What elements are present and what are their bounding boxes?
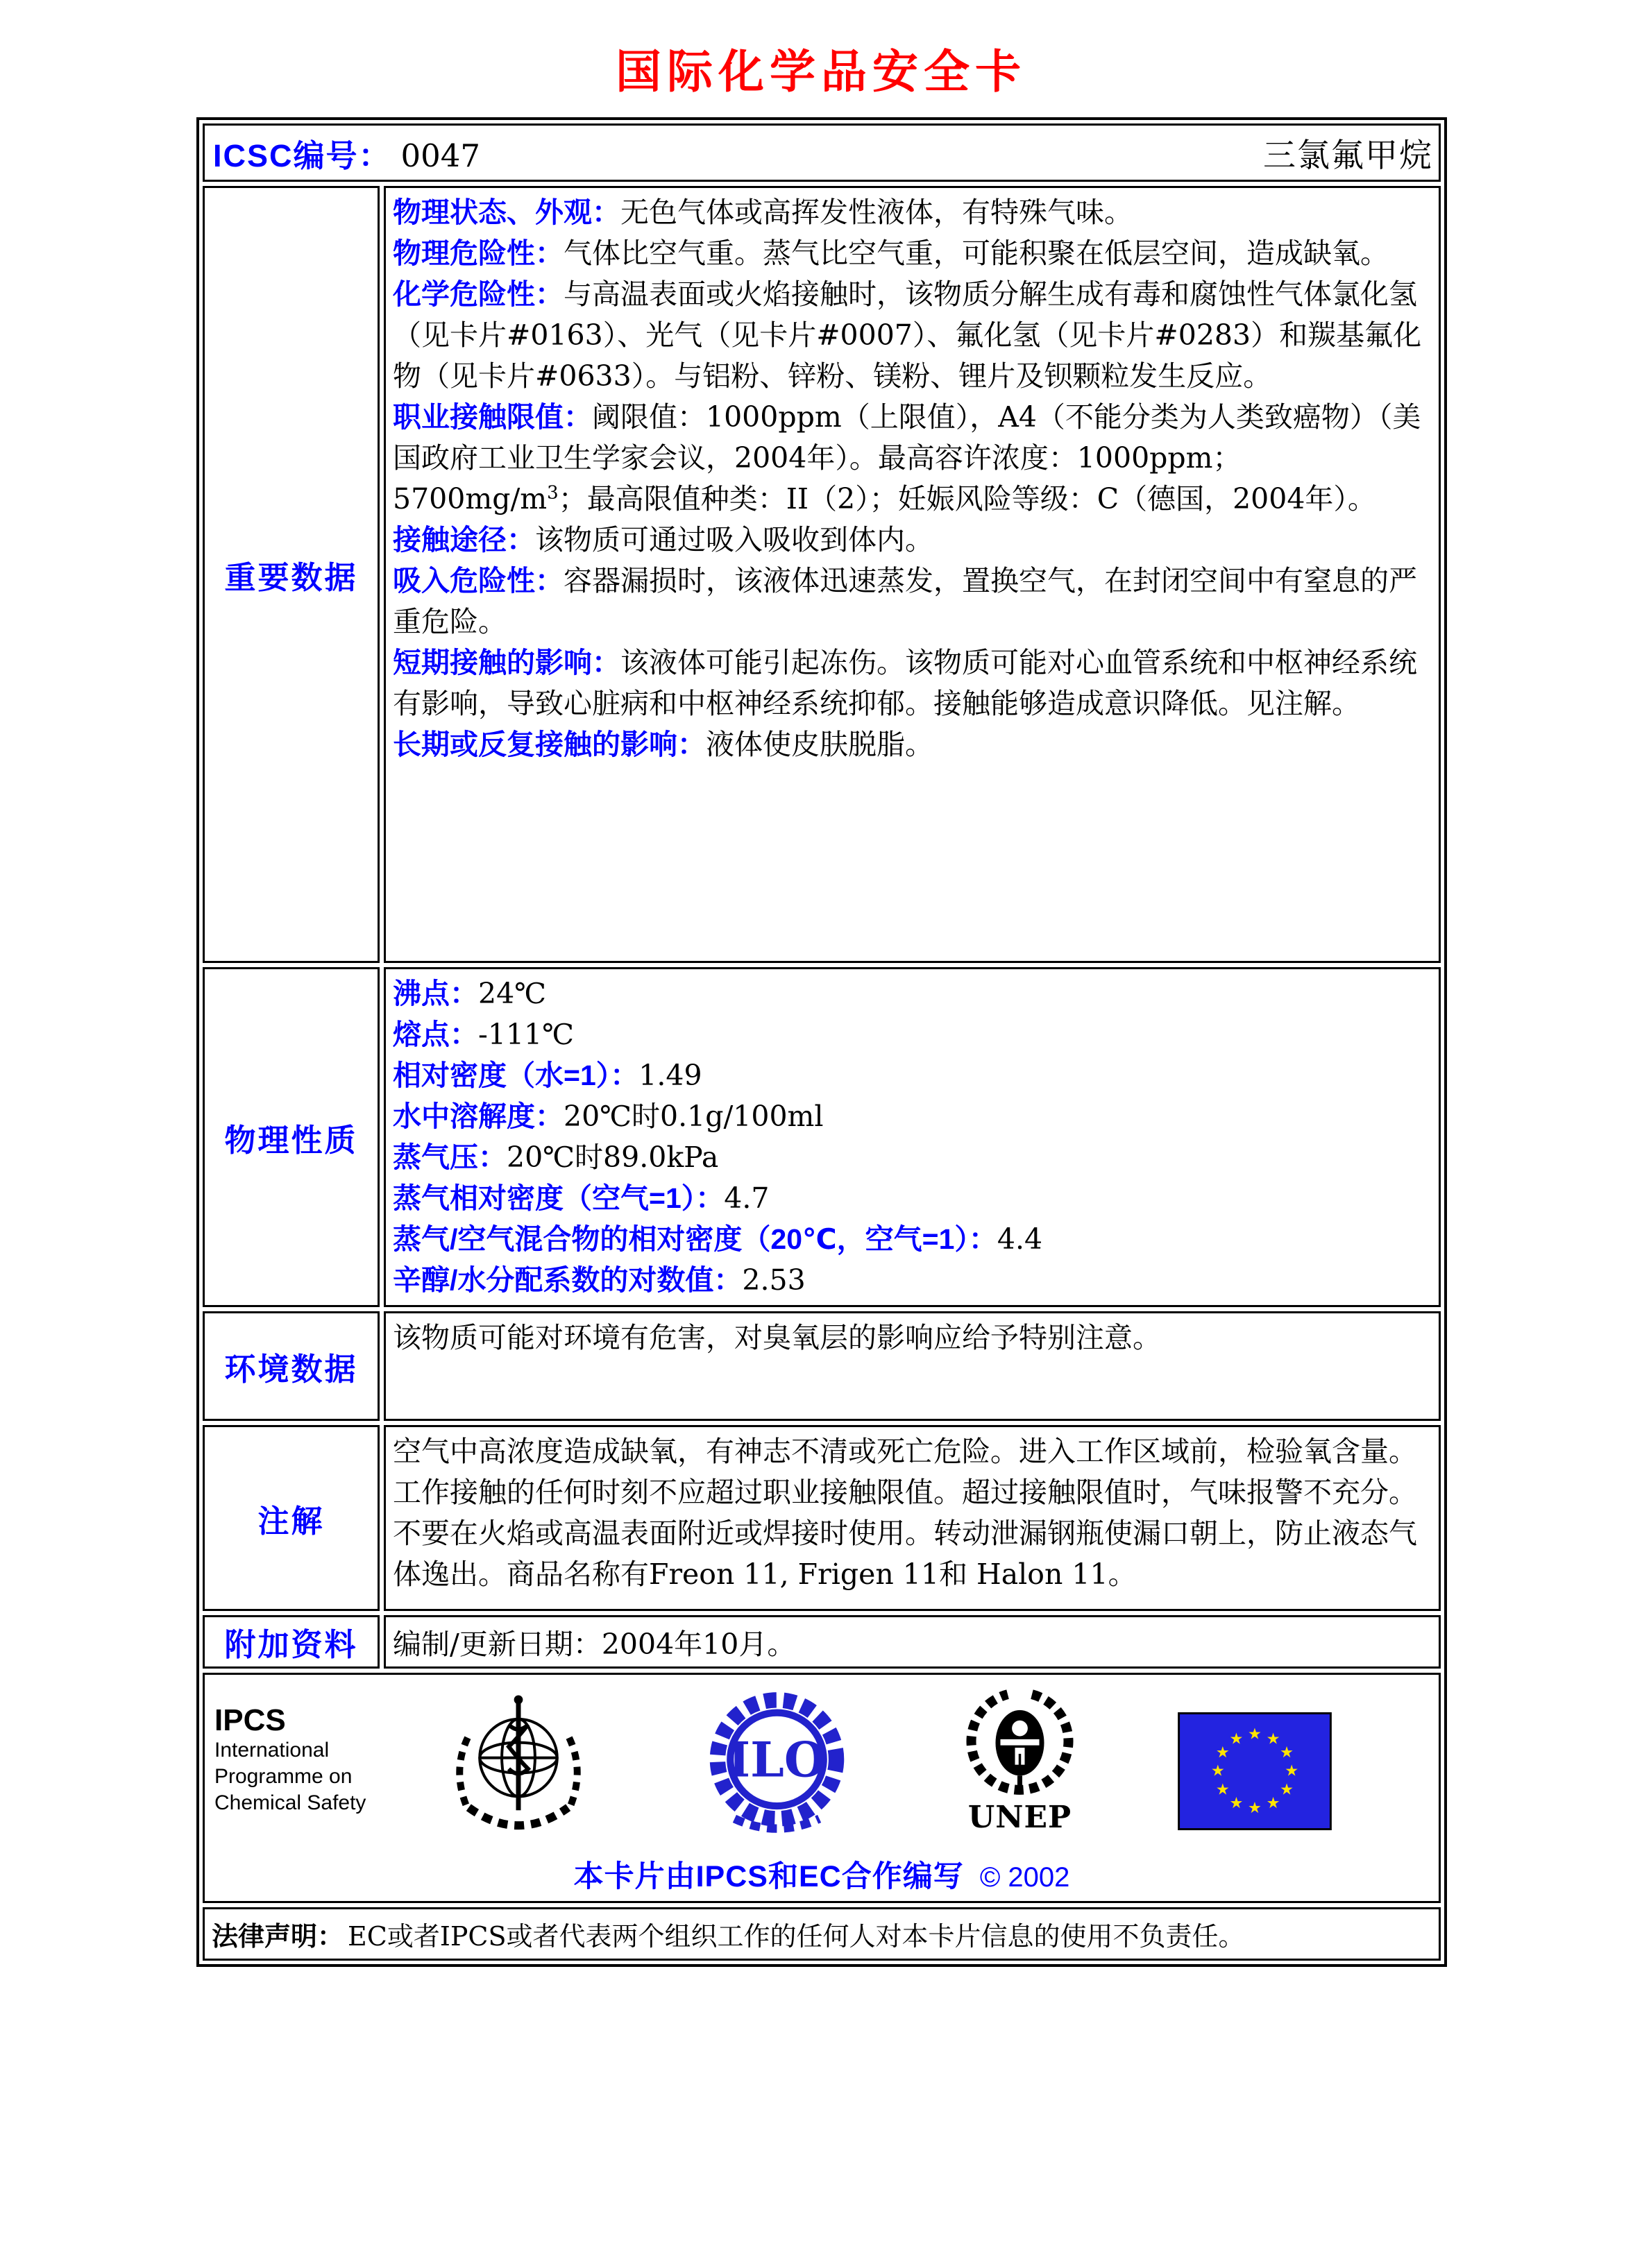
update-date-text: 编制/更新日期：2004年10月。 <box>393 1628 796 1661</box>
section-label: 注解 <box>257 1503 325 1539</box>
field-water-solubility: 水中溶解度：20℃时0.1g/100ml <box>393 1100 824 1133</box>
svg-text:ILO: ILO <box>727 1732 827 1789</box>
field-relative-density: 相对密度（水=1）：1.49 <box>393 1059 702 1092</box>
notes-content <box>384 1425 1441 1611</box>
icsc-number <box>213 130 480 176</box>
svg-text:★: ★ <box>1266 1793 1280 1812</box>
icsc-number-value: 0047 <box>400 137 481 174</box>
svg-text:★: ★ <box>1229 1730 1244 1748</box>
svg-text:★: ★ <box>1280 1780 1294 1799</box>
unep-logo-icon <box>959 1685 1081 1802</box>
section-notes <box>203 1425 1441 1611</box>
field-long-term-effects: 长期或反复接触的影响：液体使皮肤脱脂。 <box>393 728 933 761</box>
svg-text:★: ★ <box>1215 1743 1230 1762</box>
ipcs-title: IPCS <box>214 1703 286 1737</box>
section-additional-info <box>203 1615 1441 1669</box>
legal-text: EC或者IPCS或者代表两个组织工作的任何人对本卡片信息的使用不负责任。 <box>348 1921 1245 1952</box>
field-vapor-relative-density: 蒸气相对密度（空气=1）：4.7 <box>393 1182 770 1215</box>
copyright-text: © 2002 <box>979 1862 1070 1893</box>
section-label: 环境数据 <box>224 1351 358 1387</box>
field-occupational-limits: 职业接触限值：阈限值：1000ppm（上限值），A4（不能分类为人类致癌物）（美国政府工业卫生学家会议，2004年）。最高容许浓度：1000ppm；$5700mg/m^3$；最高限值种类：II（2）；妊娠风险等级：C（德国，2004年）。 <box>393 400 1421 515</box>
svg-text:★: ★ <box>1266 1730 1280 1748</box>
notes-label-cell <box>203 1425 380 1611</box>
footer-row <box>203 1673 1441 1903</box>
ipcs-subtitle-line3: Chemical Safety <box>214 1791 366 1814</box>
field-chemical-danger: 化学危险性：与高温表面或火焰接触时，该物质分解生成有毒和腐蚀性气体氯化氢（见卡片#0163）、光气（见卡片#0007）、氟化氢（见卡片#0283）和羰基氟化物（见卡片#0633）。与铝粉、锌粉、镁粉、锂片及钡颗粒发生反应。 <box>393 278 1422 393</box>
environmental-data-label-cell <box>203 1311 380 1421</box>
svg-text:★: ★ <box>1248 1725 1262 1743</box>
legal-label: 法律声明： <box>212 1922 344 1952</box>
field-physical-danger: 物理危险性：气体比空气重。蒸气比空气重，可能积聚在低层空间，造成缺氧。 <box>393 237 1389 270</box>
ipcs-subtitle-line1: International <box>214 1739 330 1762</box>
field-octanol-water-coefficient: 辛醇/水分配系数的对数值：2.53 <box>393 1263 806 1297</box>
field-inhalation-risk: 吸入危险性：容器漏损时，该液体迅速蒸发，置换空气，在封闭空间中有窒息的严重危险。 <box>393 564 1417 638</box>
environmental-data-content <box>384 1311 1441 1421</box>
logos-row <box>214 1685 1429 1852</box>
legal-row <box>203 1907 1441 1961</box>
ipcs-block <box>214 1685 400 1816</box>
field-melting-point: 熔点：-111℃ <box>393 1018 574 1051</box>
svg-text:★: ★ <box>1215 1780 1230 1799</box>
field-boiling-point: 沸点：24℃ <box>393 977 547 1010</box>
field-physical-state: 物理状态、外观：无色气体或高挥发性液体，有特殊气味。 <box>393 196 1133 229</box>
field-vapor-pressure: 蒸气压：20℃时89.0kPa <box>393 1141 719 1174</box>
section-environmental-data <box>203 1311 1441 1421</box>
notes-text: 空气中高浓度造成缺氧，有神志不清或死亡危险。进入工作区域前，检验氧含量。工作接触的任何时刻不应超过职业接触限值。超过接触限值时，气味报警不充分。不要在火焰或高温表面附近或焊接时使用。转动泄漏钢瓶使漏口朝上，防止液态气体逸出。商品名称有Freon 11, Frigen 11和 Halon 11。 <box>393 1435 1417 1591</box>
section-physical-properties <box>203 967 1441 1307</box>
credit-line <box>214 1853 1429 1895</box>
unep-block <box>959 1685 1081 1835</box>
important-data-label-cell <box>203 186 380 963</box>
svg-text:★: ★ <box>1210 1762 1225 1780</box>
environmental-text: 该物质可能对环境有危害，对臭氧层的影响应给予特别注意。 <box>393 1321 1161 1354</box>
who-logo-icon <box>449 1689 588 1852</box>
physical-properties-label-cell <box>203 967 380 1307</box>
page-title: 国际化学品安全卡 <box>616 44 1026 99</box>
physical-properties-content <box>384 967 1441 1307</box>
credit-text: 本卡片由IPCS和EC合作编写 <box>573 1860 964 1893</box>
unep-label: UNEP <box>967 1800 1072 1835</box>
section-label: 附加资料 <box>224 1627 358 1662</box>
field-short-term-effects: 短期接触的影响：该液体可能引起冻伤。该物质可能对心血管系统和中枢神经系统有影响，导致心脏病和中枢神经系统抑郁。接触能够造成意识降低。见注解。 <box>393 646 1417 720</box>
field-exposure-routes: 接触途径：该物质可通过吸入吸收到体内。 <box>393 523 933 556</box>
svg-text:★: ★ <box>1248 1798 1262 1817</box>
header-row <box>203 123 1441 182</box>
superscript-3: 3 <box>547 482 559 504</box>
chemical-name: 三氯氟甲烷 <box>1263 136 1433 175</box>
icsc-card-table <box>196 117 1447 1967</box>
svg-text:★: ★ <box>1280 1743 1294 1762</box>
section-label: 重要数据 <box>224 559 358 595</box>
section-important-data <box>203 186 1441 963</box>
svg-text:★: ★ <box>1229 1793 1244 1812</box>
ipcs-subtitle-line2: Programme on <box>214 1765 353 1788</box>
icsc-number-label: ICSC编号： <box>213 137 391 173</box>
section-label: 物理性质 <box>224 1122 358 1158</box>
eu-flag-icon <box>1178 1712 1332 1830</box>
field-vapor-air-mixture-density: 蒸气/空气混合物的相对密度（20℃，空气=1）：4.4 <box>393 1222 1043 1256</box>
svg-text:★: ★ <box>1285 1762 1299 1780</box>
footer-cell <box>203 1673 1441 1903</box>
ilo-logo-icon <box>706 1689 848 1841</box>
legal-cell <box>203 1907 1441 1961</box>
important-data-content <box>384 186 1441 963</box>
additional-info-content <box>384 1615 1441 1669</box>
header-cell <box>203 123 1441 182</box>
additional-info-label-cell <box>203 1615 380 1669</box>
